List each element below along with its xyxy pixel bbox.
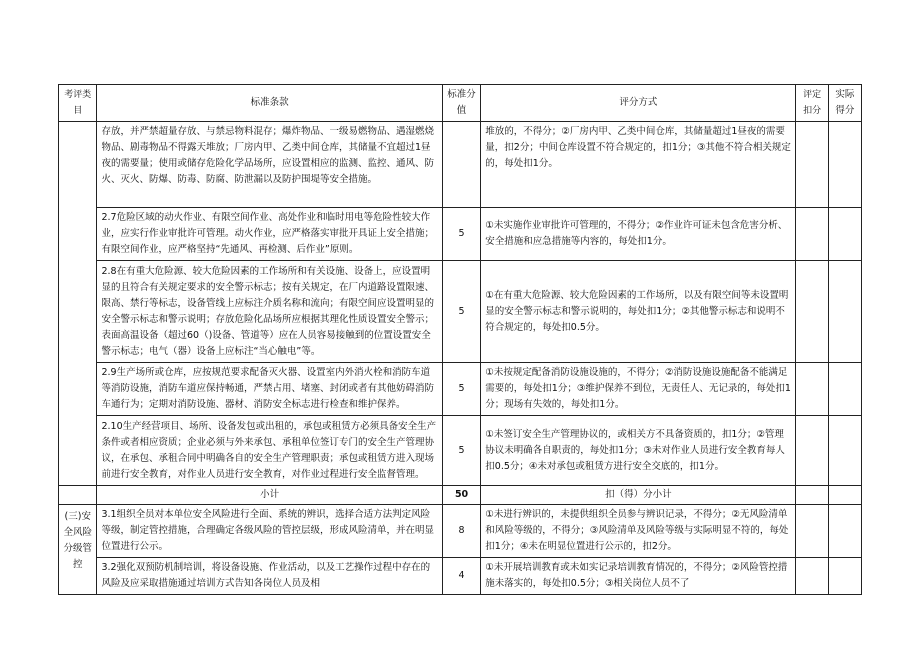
- subtotal-method-label: 扣（得）分小计: [481, 486, 796, 505]
- table-row: [59, 363, 862, 416]
- standard-cell: 2.9生产场所或仓库，应按规范要求配备灭火器、设置室内外消火栓和消防车道等消防设施，消防车道应保持畅通，严禁占用、堵塞、封闭或者有其他妨碍消防车通行为；定期对消防设施、器材、消防安全标志进行检查和维护保养。: [97, 363, 442, 416]
- table-row: [59, 122, 862, 208]
- score-cell: 5: [442, 208, 480, 261]
- method-cell: ①在有重大危险源、较大危险因素的工作场所，以及有限空间等未设置明显的安全警示标志和警示说明的，每处扣1分；②其他警示标志和说明不符合规定的，每处扣0.5分。: [481, 261, 796, 363]
- assessment-table: [58, 84, 862, 595]
- method-cell: ①未按规定配备消防设施设施的，不得分；②消防设施设施配备不能满足需要的，每处扣1分；③维护保养不到位，无责任人、无记录的，每处扣1分；现场有失效的，每处扣1分。: [481, 363, 796, 416]
- standard-cell: 3.2强化双预防机制培训，将设备设施、作业活动，以及工艺操作过程中存在的风险及应采取措施通过培训方式告知各岗位人员及相: [97, 558, 442, 595]
- subtotal-blank: [59, 486, 97, 505]
- category-cell: (三)安全风险分级管控: [59, 505, 97, 595]
- actual-cell: [828, 505, 861, 558]
- header-row: [59, 85, 862, 122]
- deduct-cell: [796, 363, 828, 416]
- method-cell: ①未开展培训教育或未如实记录培训教育情况的，不得分；②风险管控措施未落实的，每处扣0.5分；③相关岗位人员不了: [481, 558, 796, 595]
- score-cell: 8: [442, 505, 480, 558]
- deduct-cell: [796, 558, 828, 595]
- actual-cell: [828, 416, 861, 486]
- header-method: 评分方式: [481, 85, 796, 122]
- deduct-cell: [796, 261, 828, 363]
- standard-cell: 2.7危险区域的动火作业、有限空间作业、高处作业和临时用电等危险性较大作业，应实行作业审批许可管理。动火作业，应严格落实审批开具证上安全措施；有限空间作业，应严格坚持“先通风、再检测、后作业”原则。: [97, 208, 442, 261]
- actual-cell: [828, 208, 861, 261]
- subtotal-label: 小计: [97, 486, 442, 505]
- score-cell: 5: [442, 416, 480, 486]
- method-cell: ①未签订安全生产管理协议的，或相关方不具备资质的，扣1分；②管理协议未明确各自职责的，每处扣1分；③未对作业人员进行安全教育每人扣0.5分；④未对承包或租赁方进行安全交底的，扣1分。: [481, 416, 796, 486]
- deduct-cell: [796, 122, 828, 208]
- score-cell: 5: [442, 261, 480, 363]
- deduct-cell: [796, 505, 828, 558]
- table-row: [59, 416, 862, 486]
- subtotal-score: 50: [442, 486, 480, 505]
- method-cell: 堆放的，不得分；②厂房内甲、乙类中间仓库，其储量超过1昼夜的需要量，扣2分；中间仓库设置不符合规定的，扣1分；③其他不符合相关规定的，每处扣1分。: [481, 122, 796, 208]
- deduct-cell: [796, 486, 828, 505]
- actual-cell: [828, 558, 861, 595]
- method-cell: ①未实施作业审批许可管理的，不得分；②作业许可证未包含危害分析、安全措施和应急措施等内容的，每处扣1分。: [481, 208, 796, 261]
- header-score: 标准分值: [442, 85, 480, 122]
- standard-cell: 2.8在有重大危险源、较大危险因素的工作场所和有关设施、设备上，应设置明显的且符合有关规定要求的安全警示标志；按有关规定，在厂内道路设置限速、限高、禁行等标志，设备管线上应标注介质名称和流向；有限空间应设置明显的安全警示标志和警示说明；存放危险化品场所应根据其理化性质设置安全警示；表面高温设备（超过60（)设备、管道等）应在人员容易接触到的位置设置安全警示标志；电气（器）设备上应标注“当心触电”等。: [97, 261, 442, 363]
- score-cell: 5: [442, 363, 480, 416]
- standard-cell: 3.1组织全员对本单位安全风险进行全面、系统的辨识，选择合适方法判定风险等级，制定管控措施，合理确定各级风险的管控层级，形成风险清单，并在明显位置进行公示。: [97, 505, 442, 558]
- standard-cell: 2.10生产经营项目、场所、设备发包或出租的，承包或租赁方必须具备安全生产条件或者相应资质；企业必须与外来承包、承租单位签订专门的安全生产管理协议，在承包、承租合同中明确各自的安全生产管理职责；承包或租赁方进入现场前进行安全教育，对作业人员进行安全教育，对作业过程进行安全监督管理。: [97, 416, 442, 486]
- actual-cell: [828, 363, 861, 416]
- table-row: [59, 208, 862, 261]
- standard-cell: 存放，并严禁超量存放、与禁忌物料混存；爆炸物品、一级易燃物品、遇湿燃烧物品、剧毒物品不得露天堆放；厂房内甲、乙类中间仓库，其储量不宜超过1昼夜的需要量；使用或储存危险化学品场所，应设置相应的监测、监控、通风、防火、灭火、防爆、防毒、防腐、防泄漏以及防护围堤等安全措施。: [97, 122, 442, 208]
- score-cell: [442, 122, 480, 208]
- header-category: 考评类目: [59, 85, 97, 122]
- deduct-cell: [796, 208, 828, 261]
- header-deduct: 评定扣分: [796, 85, 828, 122]
- score-cell: 4: [442, 558, 480, 595]
- method-cell: ①未进行辨识的，未提供组织全员参与辨识记录，不得分；②无风险清单和风险等级的，不得分；③风险清单及风险等级与实际明显不符的，每处扣1分；④未在明显位置进行公示的，扣2分。: [481, 505, 796, 558]
- header-actual: 实际得分: [828, 85, 861, 122]
- actual-cell: [828, 122, 861, 208]
- deduct-cell: [796, 416, 828, 486]
- table-row: [59, 505, 862, 558]
- actual-cell: [828, 261, 861, 363]
- category-cell: [59, 122, 97, 486]
- table-row: [59, 558, 862, 595]
- table-row: [59, 261, 862, 363]
- header-standard: 标准条款: [97, 85, 442, 122]
- actual-cell: [828, 486, 861, 505]
- subtotal-row: [59, 486, 862, 505]
